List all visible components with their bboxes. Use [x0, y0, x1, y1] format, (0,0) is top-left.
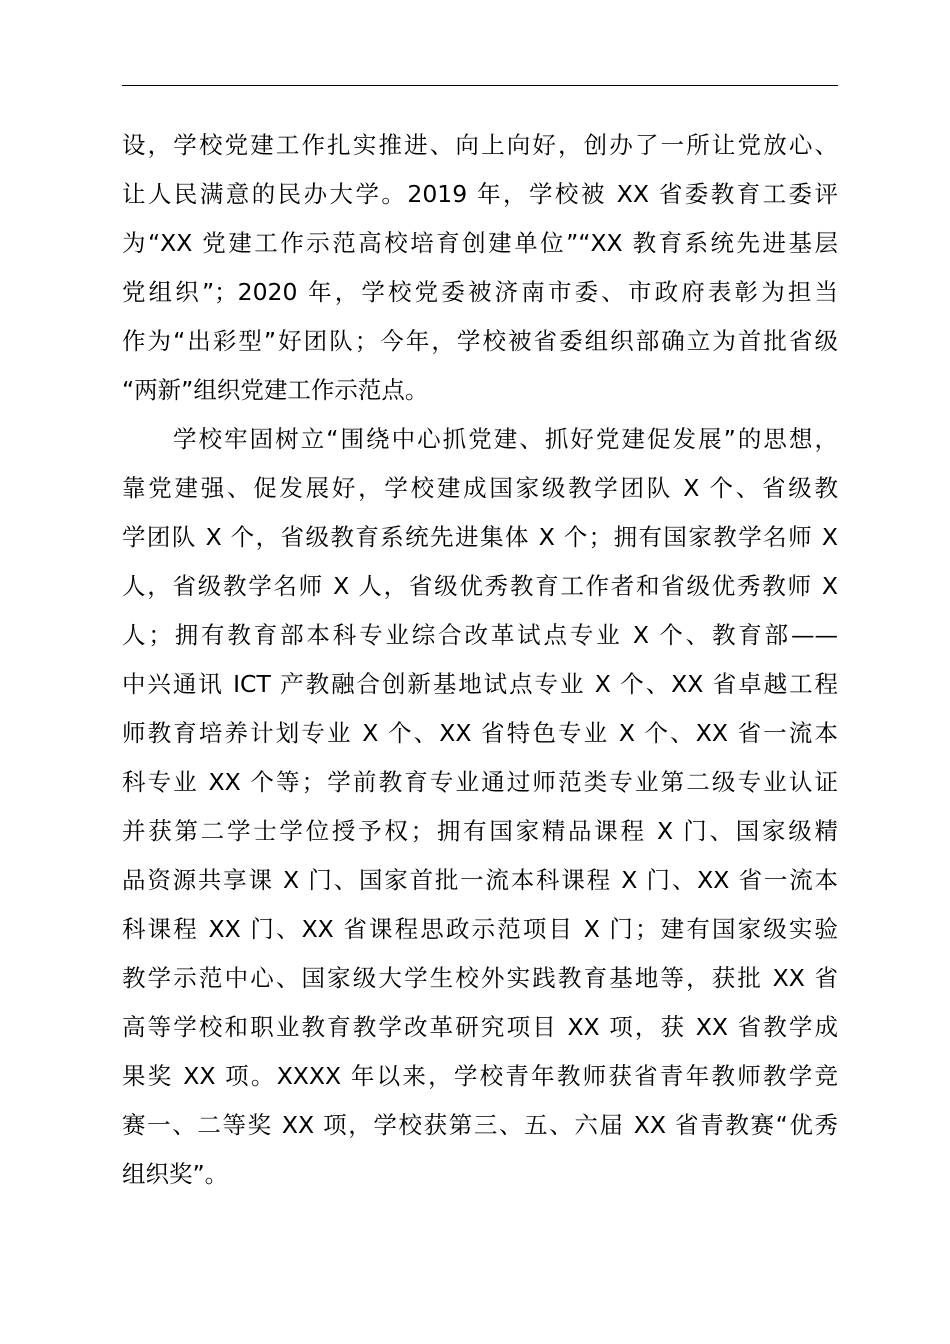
- document-body: [122, 121, 838, 1199]
- text-line: 科课程 XX 门、XX 省课程思政示范项目 X 门；建有国家级实验: [122, 915, 838, 943]
- text-line: 党组织”；2020 年，学校党委被济南市委、市政府表彰为担当: [122, 278, 838, 306]
- text-line: 教学示范中心、国家级大学生校外实践教育基地等，获批 XX 省: [122, 964, 838, 992]
- text-line: 学校牢固树立“围绕中心抓党建、抓好党建促发展”的思想，: [173, 425, 838, 453]
- text-line: 学团队 X 个，省级教育系统先进集体 X 个；拥有国家教学名师 X: [122, 523, 838, 551]
- text-line: “两新”组织党建工作示范点。: [122, 376, 429, 404]
- text-line: 靠党建强、促发展好，学校建成国家级教学团队 X 个、省级教: [122, 474, 838, 502]
- paragraph-2: [122, 415, 838, 1199]
- text-line: 设，学校党建工作扎实推进、向上向好，创办了一所让党放心、: [122, 131, 838, 159]
- text-line: 师教育培养计划专业 X 个、XX 省特色专业 X 个、XX 省一流本: [122, 719, 838, 747]
- text-line: 科专业 XX 个等；学前教育专业通过师范类专业第二级专业认证: [122, 768, 838, 796]
- paragraph-1: [122, 121, 838, 415]
- text-line: 组织奖”。: [122, 1160, 229, 1188]
- text-line: 果奖 XX 项。XXXX 年以来，学校青年教师获省青年教师教学竞: [122, 1062, 838, 1090]
- text-line: 品资源共享课 X 门、国家首批一流本科课程 X 门、XX 省一流本: [122, 866, 838, 894]
- text-line: 让人民满意的民办大学。2019 年，学校被 XX 省委教育工委评: [122, 180, 838, 208]
- text-line: 高等学校和职业教育教学改革研究项目 XX 项，获 XX 省教学成: [122, 1013, 838, 1041]
- text-line: 并获第二学士学位授予权；拥有国家精品课程 X 门、国家级精: [122, 817, 838, 845]
- text-line: 人，省级教学名师 X 人，省级优秀教育工作者和省级优秀教师 X: [122, 572, 838, 600]
- text-line: 人；拥有教育部本科专业综合改革试点专业 X 个、教育部——: [122, 621, 838, 649]
- text-line: 作为“出彩型”好团队；今年，学校被省委组织部确立为首批省级: [122, 327, 838, 355]
- text-line: 中兴通讯 ICT 产教融合创新基地试点专业 X 个、XX 省卓越工程: [122, 670, 838, 698]
- text-line: 为“XX 党建工作示范高校培育创建单位”“XX 教育系统先进基层: [122, 229, 838, 257]
- text-line: 赛一、二等奖 XX 项，学校获第三、五、六届 XX 省青教赛“优秀: [122, 1111, 838, 1139]
- header-rule: [122, 85, 838, 86]
